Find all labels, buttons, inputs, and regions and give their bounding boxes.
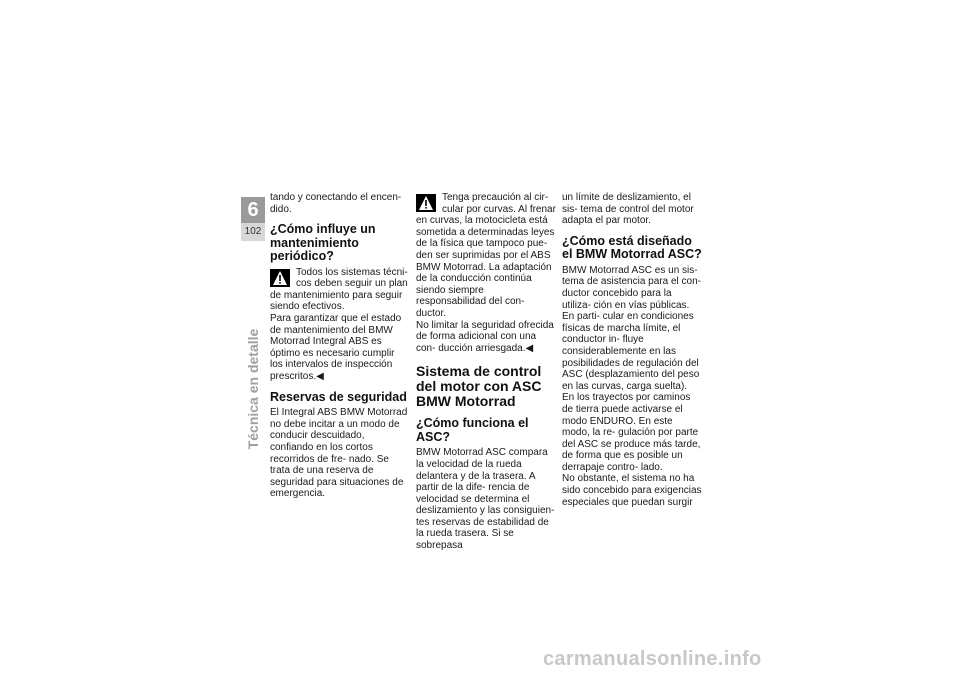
heading-how-works: ¿Cómo funciona el ASC? (416, 416, 529, 444)
column-1 (270, 192, 410, 500)
column-2 (416, 192, 556, 552)
page-number: 102 (241, 223, 265, 241)
curves-text: No limitar la seguridad ofrecida de forma adicional con una con- ducción arriesgada.◀ (416, 319, 554, 354)
intro-text: tando y conectando el encen- dido. (270, 192, 402, 215)
warning-maintenance: Todos los sistemas técni- cos deben seguir un plan de mantenimiento para seguir siendo efectivos. (270, 266, 408, 313)
chapter-title-vertical (236, 328, 270, 450)
reserves-text: El Integral ABS BMW Motorrad no debe incitar a un modo de conducir descuidado, confiando en los cortos recorridos de fre- nado. Se trata de una reserva de seguridad para situaciones de emergencia. (270, 407, 408, 500)
design-text: BMW Motorrad ASC es un sis- tema de asistencia para el con- ductor concebido para la utiliza- ción en vías públicas. En parti- cular en condiciones físicas de marcha límite, el conductor in- fluye considerablemente en las posibilidades de regulación del ASC (desplazamiento del peso en las curvas, carga suelta). (562, 264, 701, 392)
maintenance-text: Para garantizar que el estado de mantenimiento del BMW Motorrad Integral ABS es óptimo es necesario cumplir los intervalos de inspección prescritos.◀ (270, 313, 402, 383)
chapter-tab (241, 197, 265, 241)
heading-design: ¿Cómo está diseñado el BMW Motorrad ASC? (562, 233, 702, 262)
warning-curves: Tenga precaución al cir- cular por curvas. Al frenar en curvas, la motocicleta está sometida a determinadas leyes de la física que tampoco pue- den ser suprimidas por el ABS BMW Motorrad. La adaptación de la conducción continúa siendo siempre responsabilidad del con- ductor. (416, 192, 556, 319)
column-3 (562, 192, 702, 508)
chapter-number: 6 (247, 199, 259, 221)
watermark: carmanualsonline.info (543, 648, 762, 670)
enduro-text: En los trayectos por caminos de tierra puede activarse el modo ENDURO. En este modo, la re- gulación por parte del ASC se produce más tarde, de forma que es posible un derrapaje contro- lado. (562, 392, 701, 473)
chapter-title: Técnica en detalle (245, 328, 261, 450)
warning-triangle-icon (416, 194, 436, 212)
however-text: No obstante, el sistema no ha sido concebido para exigencias especiales que puedan surgir (562, 473, 702, 508)
how-works-text: BMW Motorrad ASC compara la velocidad de la rueda delantera y de la trasera. A partir de la dife- rencia de velocidad se determina el deslizamiento y las consiguien- tes reservas de estabilidad de la rueda trasera. Si se sobrepasa (416, 447, 555, 552)
continuation-text: un límite de deslizamiento, el sis- tema de control del motor adapta el par motor. (562, 192, 694, 227)
warning-triangle-icon (270, 269, 290, 287)
heading-asc-system: Sistema de control del motor con ASC BMW Motorrad (416, 363, 542, 410)
heading-reserves: Reservas de seguridad (270, 389, 407, 404)
heading-maintenance: ¿Cómo influye un mantenimiento periódico? (270, 222, 376, 264)
